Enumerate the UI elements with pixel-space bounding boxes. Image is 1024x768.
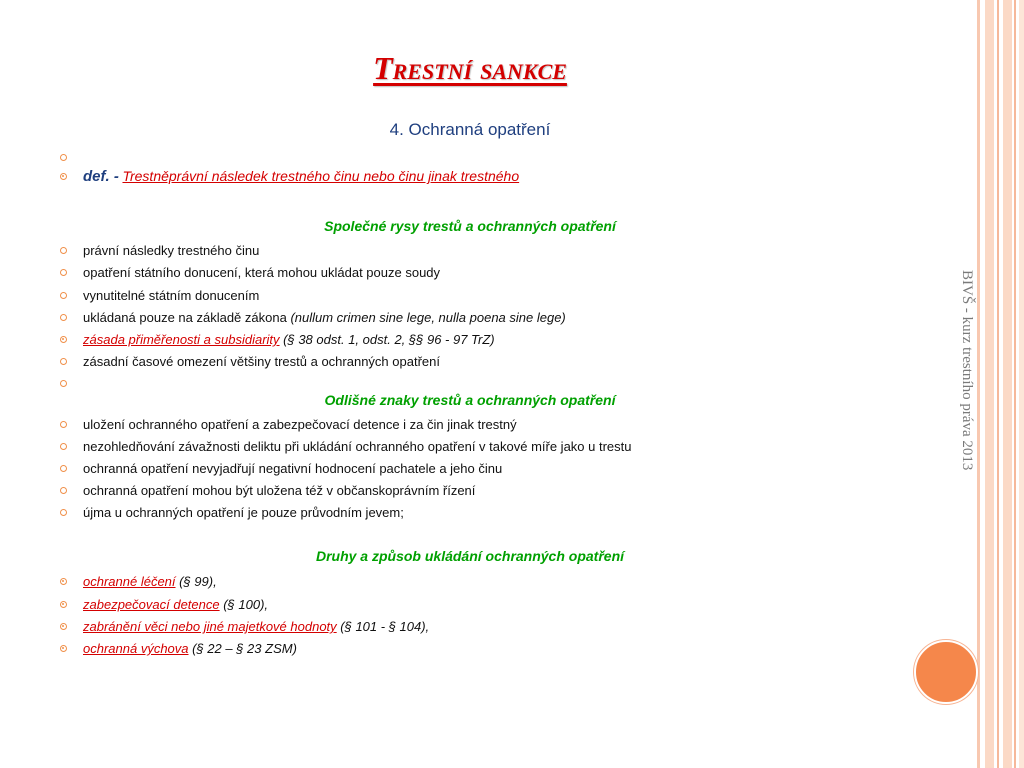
measure-link[interactable]: zabránění věci nebo jiné majetkové hodnoty xyxy=(83,619,337,634)
bullet-icon xyxy=(60,645,67,652)
bullet-icon xyxy=(60,292,67,299)
bullet-icon xyxy=(60,465,67,472)
decor-stripe xyxy=(977,0,980,768)
list-item xyxy=(60,505,404,520)
definition-text[interactable]: Trestněprávní následek trestného činu nebo činu jinak trestného xyxy=(122,168,520,184)
slide-subtitle: 4. Ochranná opatření xyxy=(389,120,551,139)
list-item-text: újma u ochranných opatření je pouze průvodním jevem; xyxy=(83,505,404,520)
bullet-icon xyxy=(60,487,67,494)
list-item-italic: (§ 22 – § 23 ZSM) xyxy=(188,641,297,656)
decor-circle xyxy=(914,640,978,704)
section-heading-common: Společné rysy trestů a ochranných opatření xyxy=(324,218,616,234)
list-item-italic: (§ 100), xyxy=(219,597,269,612)
list-item xyxy=(60,310,566,325)
list-item xyxy=(60,417,517,432)
section-heading-types: Druhy a způsob ukládání ochranných opatření xyxy=(315,548,625,564)
bullet-icon xyxy=(60,247,67,254)
list-item xyxy=(60,461,502,476)
bullet-icon xyxy=(60,173,67,180)
list-item-text: zásadní časové omezení většiny trestů a ochranných opatření xyxy=(83,354,440,369)
principle-link[interactable]: zásada přiměřenosti a subsidiarity xyxy=(83,332,280,347)
list-item-text: nezohledňování závažnosti deliktu při ukládání ochranného opatření v takové míře jako u trestu xyxy=(83,439,632,454)
definition-line xyxy=(60,168,519,185)
bullet-icon xyxy=(60,336,67,343)
list-item-text: ukládaná pouze na základě zákona xyxy=(83,310,291,325)
bullet-icon xyxy=(60,269,67,276)
bullet-icon xyxy=(60,509,67,516)
empty-bullet xyxy=(60,150,83,165)
slide-title: Trestní sankce xyxy=(373,50,567,86)
bullet-icon xyxy=(60,443,67,450)
list-item xyxy=(60,288,259,303)
list-item xyxy=(60,483,475,498)
list-item-text: vynutitelné státním donucením xyxy=(83,288,260,303)
list-item xyxy=(60,619,429,634)
list-item-italic: (nullum crimen sine lege, nulla poena sine lege) xyxy=(290,310,566,325)
list-item xyxy=(60,354,440,369)
list-item-italic: (§ 99), xyxy=(175,574,217,589)
list-item xyxy=(60,332,495,347)
list-item xyxy=(60,439,632,454)
list-item-text: ochranná opatření mohou být uložena též v občanskoprávním řízení xyxy=(83,483,476,498)
empty-bullet xyxy=(60,376,83,391)
decor-stripe xyxy=(997,0,999,768)
bullet-icon xyxy=(60,314,67,321)
bullet-icon xyxy=(60,421,67,428)
bullet-icon xyxy=(60,154,67,161)
bullet-icon xyxy=(60,623,67,630)
decor-stripe xyxy=(985,0,994,768)
definition-label: def. - xyxy=(83,168,119,185)
decor-stripe xyxy=(1019,0,1024,768)
list-item-italic: (§ 101 - § 104), xyxy=(336,619,430,634)
list-item-text: opatření státního donucení, která mohou ukládat pouze soudy xyxy=(83,265,441,280)
list-item xyxy=(60,265,440,280)
decor-stripe xyxy=(1014,0,1016,768)
list-item xyxy=(60,597,268,612)
list-item-text: uložení ochranného opatření a zabezpečovací detence i za čin jinak trestný xyxy=(83,417,517,432)
bullet-icon xyxy=(60,601,67,608)
side-caption: BIVŠ - kurz trestního práva 2013 xyxy=(959,270,975,471)
list-item-text: právní následky trestného činu xyxy=(83,243,260,258)
measure-link[interactable]: ochranné léčení xyxy=(83,574,176,589)
list-item xyxy=(60,574,217,589)
measure-link[interactable]: zabezpečovací detence xyxy=(83,597,220,612)
bullet-icon xyxy=(60,578,67,585)
section-heading-differences: Odlišné znaky trestů a ochranných opatření xyxy=(324,392,616,408)
measure-link[interactable]: ochranná výchova xyxy=(83,641,189,656)
list-item xyxy=(60,243,259,258)
list-item-italic: (§ 38 odst. 1, odst. 2, §§ 96 - 97 TrZ) xyxy=(279,332,495,347)
bullet-icon xyxy=(60,380,67,387)
decor-stripe xyxy=(1003,0,1012,768)
bullet-icon xyxy=(60,358,67,365)
list-item xyxy=(60,641,297,656)
list-item-text: ochranná opatření nevyjadřují negativní hodnocení pachatele a jeho činu xyxy=(83,461,503,476)
